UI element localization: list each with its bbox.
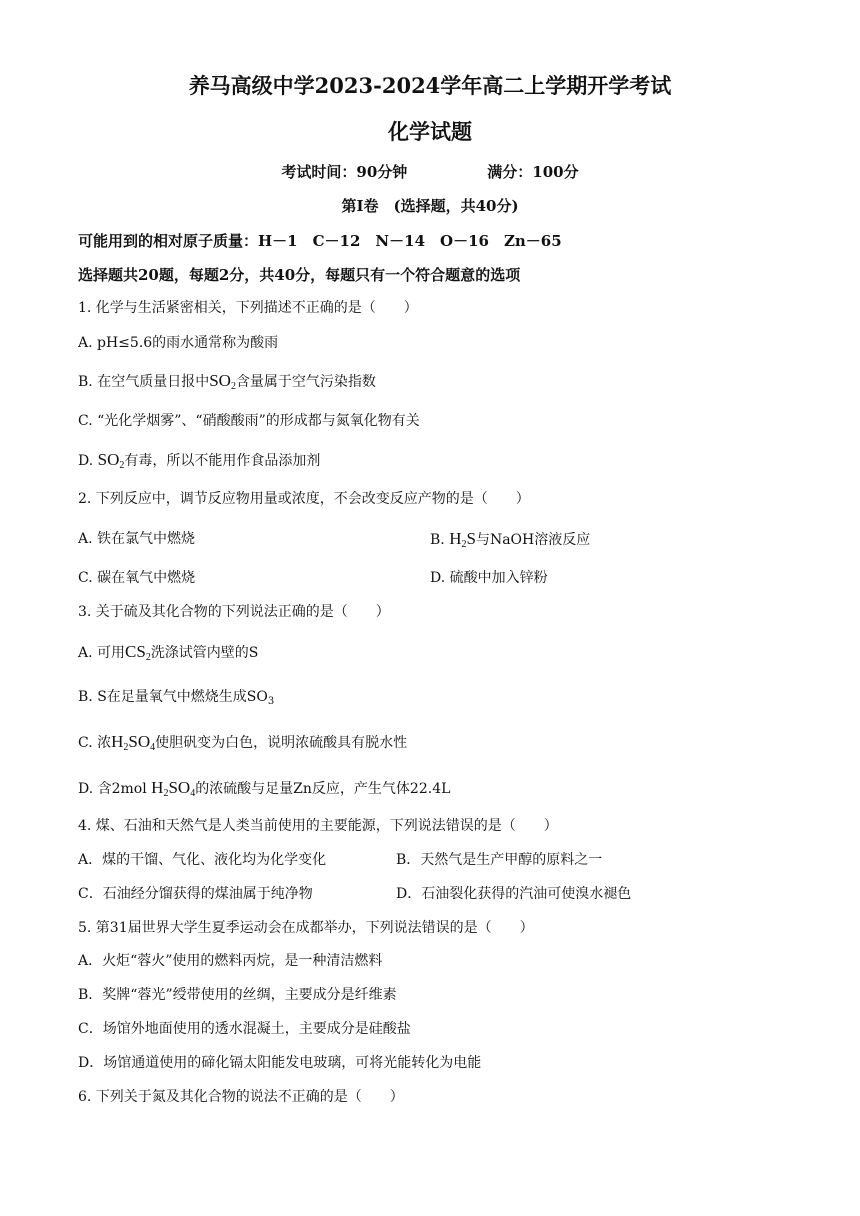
q3-d-text-pre: D. 含2mol: [78, 781, 152, 797]
q3-stem: 3. 关于硫及其化合物的下列说法正确的是（ ）: [78, 604, 390, 620]
instructions: 选择题共20题，每题2分，共40分，每题只有一个符合题意的选项: [78, 266, 521, 284]
q1-b-formula-sub: 2: [230, 381, 236, 392]
q2-option-d: D. 硫酸中加入锌粉: [430, 570, 548, 586]
q3-option-d: [78, 778, 450, 799]
q2-b-formula-s: S: [466, 529, 476, 548]
q4-option-a: A．煤的干馏、气化、液化均为化学变化: [78, 852, 327, 868]
q3-c-text-pre: C. 浓: [78, 735, 112, 751]
q1-d-formula-sub: 2: [119, 460, 125, 471]
q3-d-text-post: 的浓硫酸与足量Zn反应，产生气体22.4L: [195, 781, 451, 797]
q4-option-b: B．天然气是生产甲醇的原料之一: [396, 852, 603, 868]
q3-d-formula-so: SO: [168, 778, 191, 797]
q3-a-text-pre: A. 可用: [78, 645, 126, 661]
q2-b-formula-h: H: [449, 529, 462, 548]
q1-b-text-pre: B. 在空气质量日报中: [78, 374, 210, 390]
q1-option-b: [78, 371, 376, 392]
q3-d-formula-sub1: 2: [163, 788, 169, 799]
q1-option-c: C. “光化学烟雾”、“硝酸酸雨”的形成都与氮氧化物有关: [78, 413, 420, 429]
section-heading: 第Ⅰ卷 (选择题，共40分): [341, 197, 519, 215]
q2-option-b: [430, 529, 590, 550]
page-subtitle: 化学试题: [388, 119, 472, 144]
q1-stem: 1. 化学与生活紧密相关，下列描述不正确的是（ ）: [78, 300, 418, 316]
q4-stem: 4. 煤、石油和天然气是人类当前使用的主要能源，下列说法错误的是（ ）: [78, 818, 558, 834]
q1-option-a: A. pH≤5.6的雨水通常称为酸雨: [78, 335, 279, 351]
q2-stem: 2. 下列反应中，调节反应物用量或浓度，不会改变反应产物的是（ ）: [78, 491, 530, 507]
q3-c-formula-h: H: [111, 732, 124, 751]
q3-c-formula-so: SO: [128, 732, 151, 751]
q3-a-formula-sub: 2: [145, 652, 151, 663]
q1-d-text-post: 有毒，所以不能用作食品添加剂: [124, 453, 321, 469]
atomic-masses: 可能用到的相对原子质量：H－1 C－12 N－14 O－16 Zn－65: [78, 232, 562, 250]
q2-b-formula-sub: 2: [461, 539, 467, 550]
q5-option-b: B．奖牌“蓉光”绶带使用的丝绸，主要成分是纤维素: [78, 987, 397, 1003]
exam-info: [0, 162, 860, 182]
q3-c-text-post: 使胆矾变为白色，说明浓硫酸具有脱水性: [155, 735, 408, 751]
q3-c-formula-sub1: 2: [123, 742, 129, 753]
q3-b-text: B. S在足量氧气中燃烧生成SO: [78, 689, 268, 705]
q5-option-d: D．场馆通道使用的碲化镉太阳能发电玻璃，可将光能转化为电能: [78, 1055, 482, 1071]
q3-option-a: [78, 642, 258, 663]
q2-b-formula: [449, 529, 476, 548]
q3-a-text-post: 洗涤试管内壁的S: [150, 645, 259, 661]
q3-a-formula-text: CS: [125, 642, 146, 661]
q3-b-formula-sub: 3: [267, 696, 275, 707]
q1-b-text-post: 含量属于空气污染指数: [235, 374, 376, 390]
q2-option-c: C. 碳在氧气中燃烧: [78, 570, 196, 586]
exam-time: 考试时间：90分钟: [281, 163, 408, 181]
q3-d-formula: [151, 778, 195, 797]
page-title: 养马高级中学2023-2024学年高二上学期开学考试: [188, 73, 672, 98]
q2-b-text-post: 与NaOH溶液反应: [475, 532, 591, 548]
q5-stem: 5. 第31届世界大学生夏季运动会在成都举办，下列说法错误的是（ ）: [78, 920, 534, 936]
q3-d-formula-sub2: 4: [190, 788, 196, 799]
q3-option-c: [78, 732, 407, 753]
q5-option-a: A．火炬“蓉火”使用的燃料丙烷，是一种清洁燃料: [78, 953, 383, 969]
q1-option-d: [78, 450, 320, 471]
q4-option-d: D．石油裂化获得的汽油可使溴水褪色: [396, 886, 632, 902]
q3-d-formula-h: H: [151, 778, 164, 797]
q3-a-formula: [125, 642, 151, 661]
q1-d-text-pre: D.: [78, 453, 98, 469]
q1-d-formula-text: SO: [97, 450, 120, 469]
q3-c-formula-sub2: 4: [150, 742, 156, 753]
q3-c-formula: [111, 732, 155, 751]
q6-stem: 6. 下列关于氮及其化合物的说法不正确的是（ ）: [78, 1089, 404, 1105]
q1-b-formula-text: SO: [209, 371, 231, 390]
q2-option-a: A. 铁在氯气中燃烧: [78, 531, 196, 547]
q3-option-b: [78, 687, 274, 707]
q4-option-c: C．石油经分馏获得的煤油属于纯净物: [78, 886, 313, 902]
q5-option-c: C．场馆外地面使用的透水混凝土，主要成分是硅酸盐: [78, 1021, 411, 1037]
full-score: 满分：100分: [487, 163, 579, 181]
q2-b-text-pre: B.: [430, 532, 450, 548]
q1-d-formula: [98, 450, 125, 469]
q1-b-formula: [209, 371, 236, 390]
